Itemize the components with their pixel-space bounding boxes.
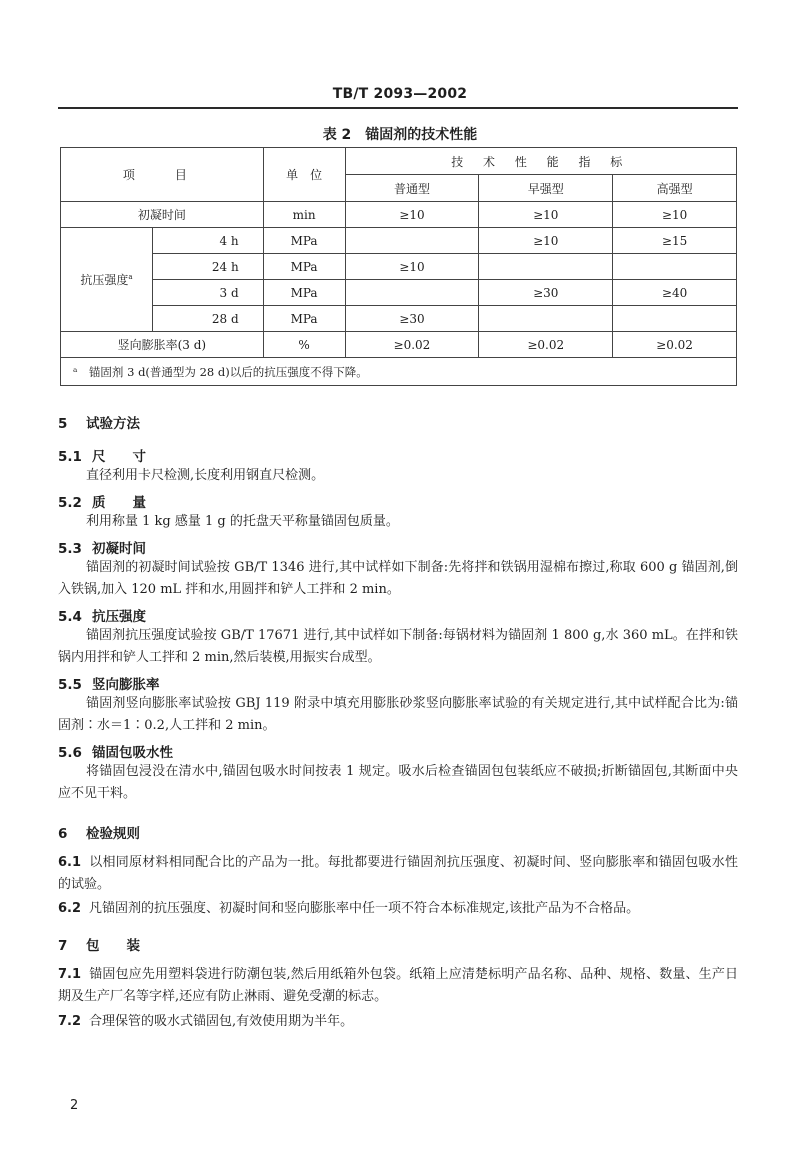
- age: 24 h: [152, 254, 263, 280]
- cell: [613, 306, 737, 332]
- section-5-6-text: 将锚固包浸没在清水中,锚固包吸水时间按表 1 规定。吸水后检查锚固包包装纸应不破损;折断锚固包,其断面中央应不见干料。: [58, 764, 738, 801]
- row-unit: MPa: [263, 306, 345, 332]
- row-compressive-3d: [61, 280, 737, 306]
- cell: ≥30: [345, 306, 479, 332]
- cell: [479, 254, 613, 280]
- section-5-1-heading: 5.1 尺 寸: [58, 449, 146, 465]
- cell: ≥0.02: [479, 332, 613, 358]
- cell: [345, 228, 479, 254]
- section-5-3-heading: 5.3 初凝时间: [58, 541, 146, 557]
- age: 28 d: [152, 306, 263, 332]
- type-early: 早强型: [479, 175, 613, 202]
- cell: ≥30: [479, 280, 613, 306]
- compressive-label: 抗压强度$^a$: [61, 228, 153, 332]
- row-unit: MPa: [263, 280, 345, 306]
- row-label: 竖向膨胀率(3 d): [61, 332, 264, 358]
- cell: [479, 306, 613, 332]
- section-5-5-heading: 5.5 竖向膨胀率: [58, 677, 160, 693]
- section-5-heading: 5 试验方法: [58, 416, 140, 432]
- section-5-6-heading: 5.6 锚固包吸水性: [58, 745, 173, 761]
- cell: ≥10: [479, 228, 613, 254]
- cell: ≥10: [345, 202, 479, 228]
- page-number: 2: [70, 1098, 79, 1113]
- section-6-1-text: 6.1 以相同原材料相同配合比的产品为一批。每批都要进行锚固剂抗压强度、初凝时间、竖向膨胀率和锚固包吸水性的试验。: [58, 855, 738, 892]
- row-compressive-24h: [61, 254, 737, 280]
- row-unit: min: [263, 202, 345, 228]
- type-normal: 普通型: [345, 175, 479, 202]
- cell: [345, 280, 479, 306]
- section-5-4-text: 锚固剂抗压强度试验按 GB/T 17671 进行,其中试样如下制备:每锅材料为锚固剂 1 800 g,水 360 mL。在拌和铁锅内用拌和铲人工拌和 2 min,然后装模,用振实台成型。: [58, 628, 738, 665]
- row-unit: %: [263, 332, 345, 358]
- standard-code: TB/T 2093—2002: [332, 86, 468, 102]
- header-rule: [58, 107, 738, 109]
- table-title: 表 2 锚固剂的技术性能: [322, 127, 478, 143]
- table-footnote: ᵃ 锚固剂 3 d(普通型为 28 d)以后的抗压强度不得下降。: [61, 358, 737, 386]
- section-5-5-text: 锚固剂竖向膨胀率试验按 GBJ 119 附录中填充用膨胀砂浆竖向膨胀率试验的有关规定进行,其中试样配合比为:锚固剂∶水＝1∶0.2,人工拌和 2 min。: [58, 696, 738, 733]
- section-6-heading: 6 检验规则: [58, 826, 140, 842]
- spec-table: [60, 147, 737, 386]
- row-compressive-4h: [61, 228, 737, 254]
- age: 3 d: [152, 280, 263, 306]
- row-expansion: [61, 332, 737, 358]
- section-6-2-text: 6.2 凡锚固剂的抗压强度、初凝时间和竖向膨胀率中任一项不符合本标准规定,该批产品为不合格品。: [58, 901, 640, 916]
- section-7-2-text: 7.2 合理保管的吸水式锚固包,有效使用期为半年。: [58, 1014, 354, 1029]
- section-7-1-text: 7.1 锚固包应先用塑料袋进行防潮包装,然后用纸箱外包袋。纸箱上应清楚标明产品名称、品种、规格、数量、生产日期及生产厂名等字样,还应有防止淋雨、避免受潮的标志。: [58, 967, 738, 1004]
- cell: ≥15: [613, 228, 737, 254]
- row-compressive-28d: [61, 306, 737, 332]
- cell: ≥0.02: [345, 332, 479, 358]
- cell: ≥10: [479, 202, 613, 228]
- row-unit: MPa: [263, 254, 345, 280]
- col-header-item: 项 目: [61, 148, 264, 202]
- row-label: 初凝时间: [61, 202, 264, 228]
- section-5-1-text: 直径利用卡尺检测,长度利用钢直尺检测。: [86, 468, 325, 483]
- type-high: 高强型: [613, 175, 737, 202]
- col-header-unit: 单 位: [263, 148, 345, 202]
- section-5-2-text: 利用称量 1 kg 感量 1 g 的托盘天平称量锚固包质量。: [86, 514, 399, 529]
- section-5-2-heading: 5.2 质 量: [58, 495, 146, 511]
- cell: ≥10: [613, 202, 737, 228]
- row-initial-set: [61, 202, 737, 228]
- row-unit: MPa: [263, 228, 345, 254]
- age: 4 h: [152, 228, 263, 254]
- cell: ≥40: [613, 280, 737, 306]
- section-5-4-heading: 5.4 抗压强度: [58, 609, 146, 625]
- cell: ≥0.02: [613, 332, 737, 358]
- section-5-3-text: 锚固剂的初凝时间试验按 GB/T 1346 进行,其中试样如下制备:先将拌和铁锅用湿棉布擦过,称取 600 g 锚固剂,倒入铁锅,加入 120 mL 拌和水,用圆拌和铲人工拌和 2 min。: [58, 560, 738, 597]
- section-7-heading: 7 包 装: [58, 938, 140, 954]
- cell: ≥10: [345, 254, 479, 280]
- cell: [613, 254, 737, 280]
- col-header-group: 技 术 性 能 指 标: [345, 148, 736, 175]
